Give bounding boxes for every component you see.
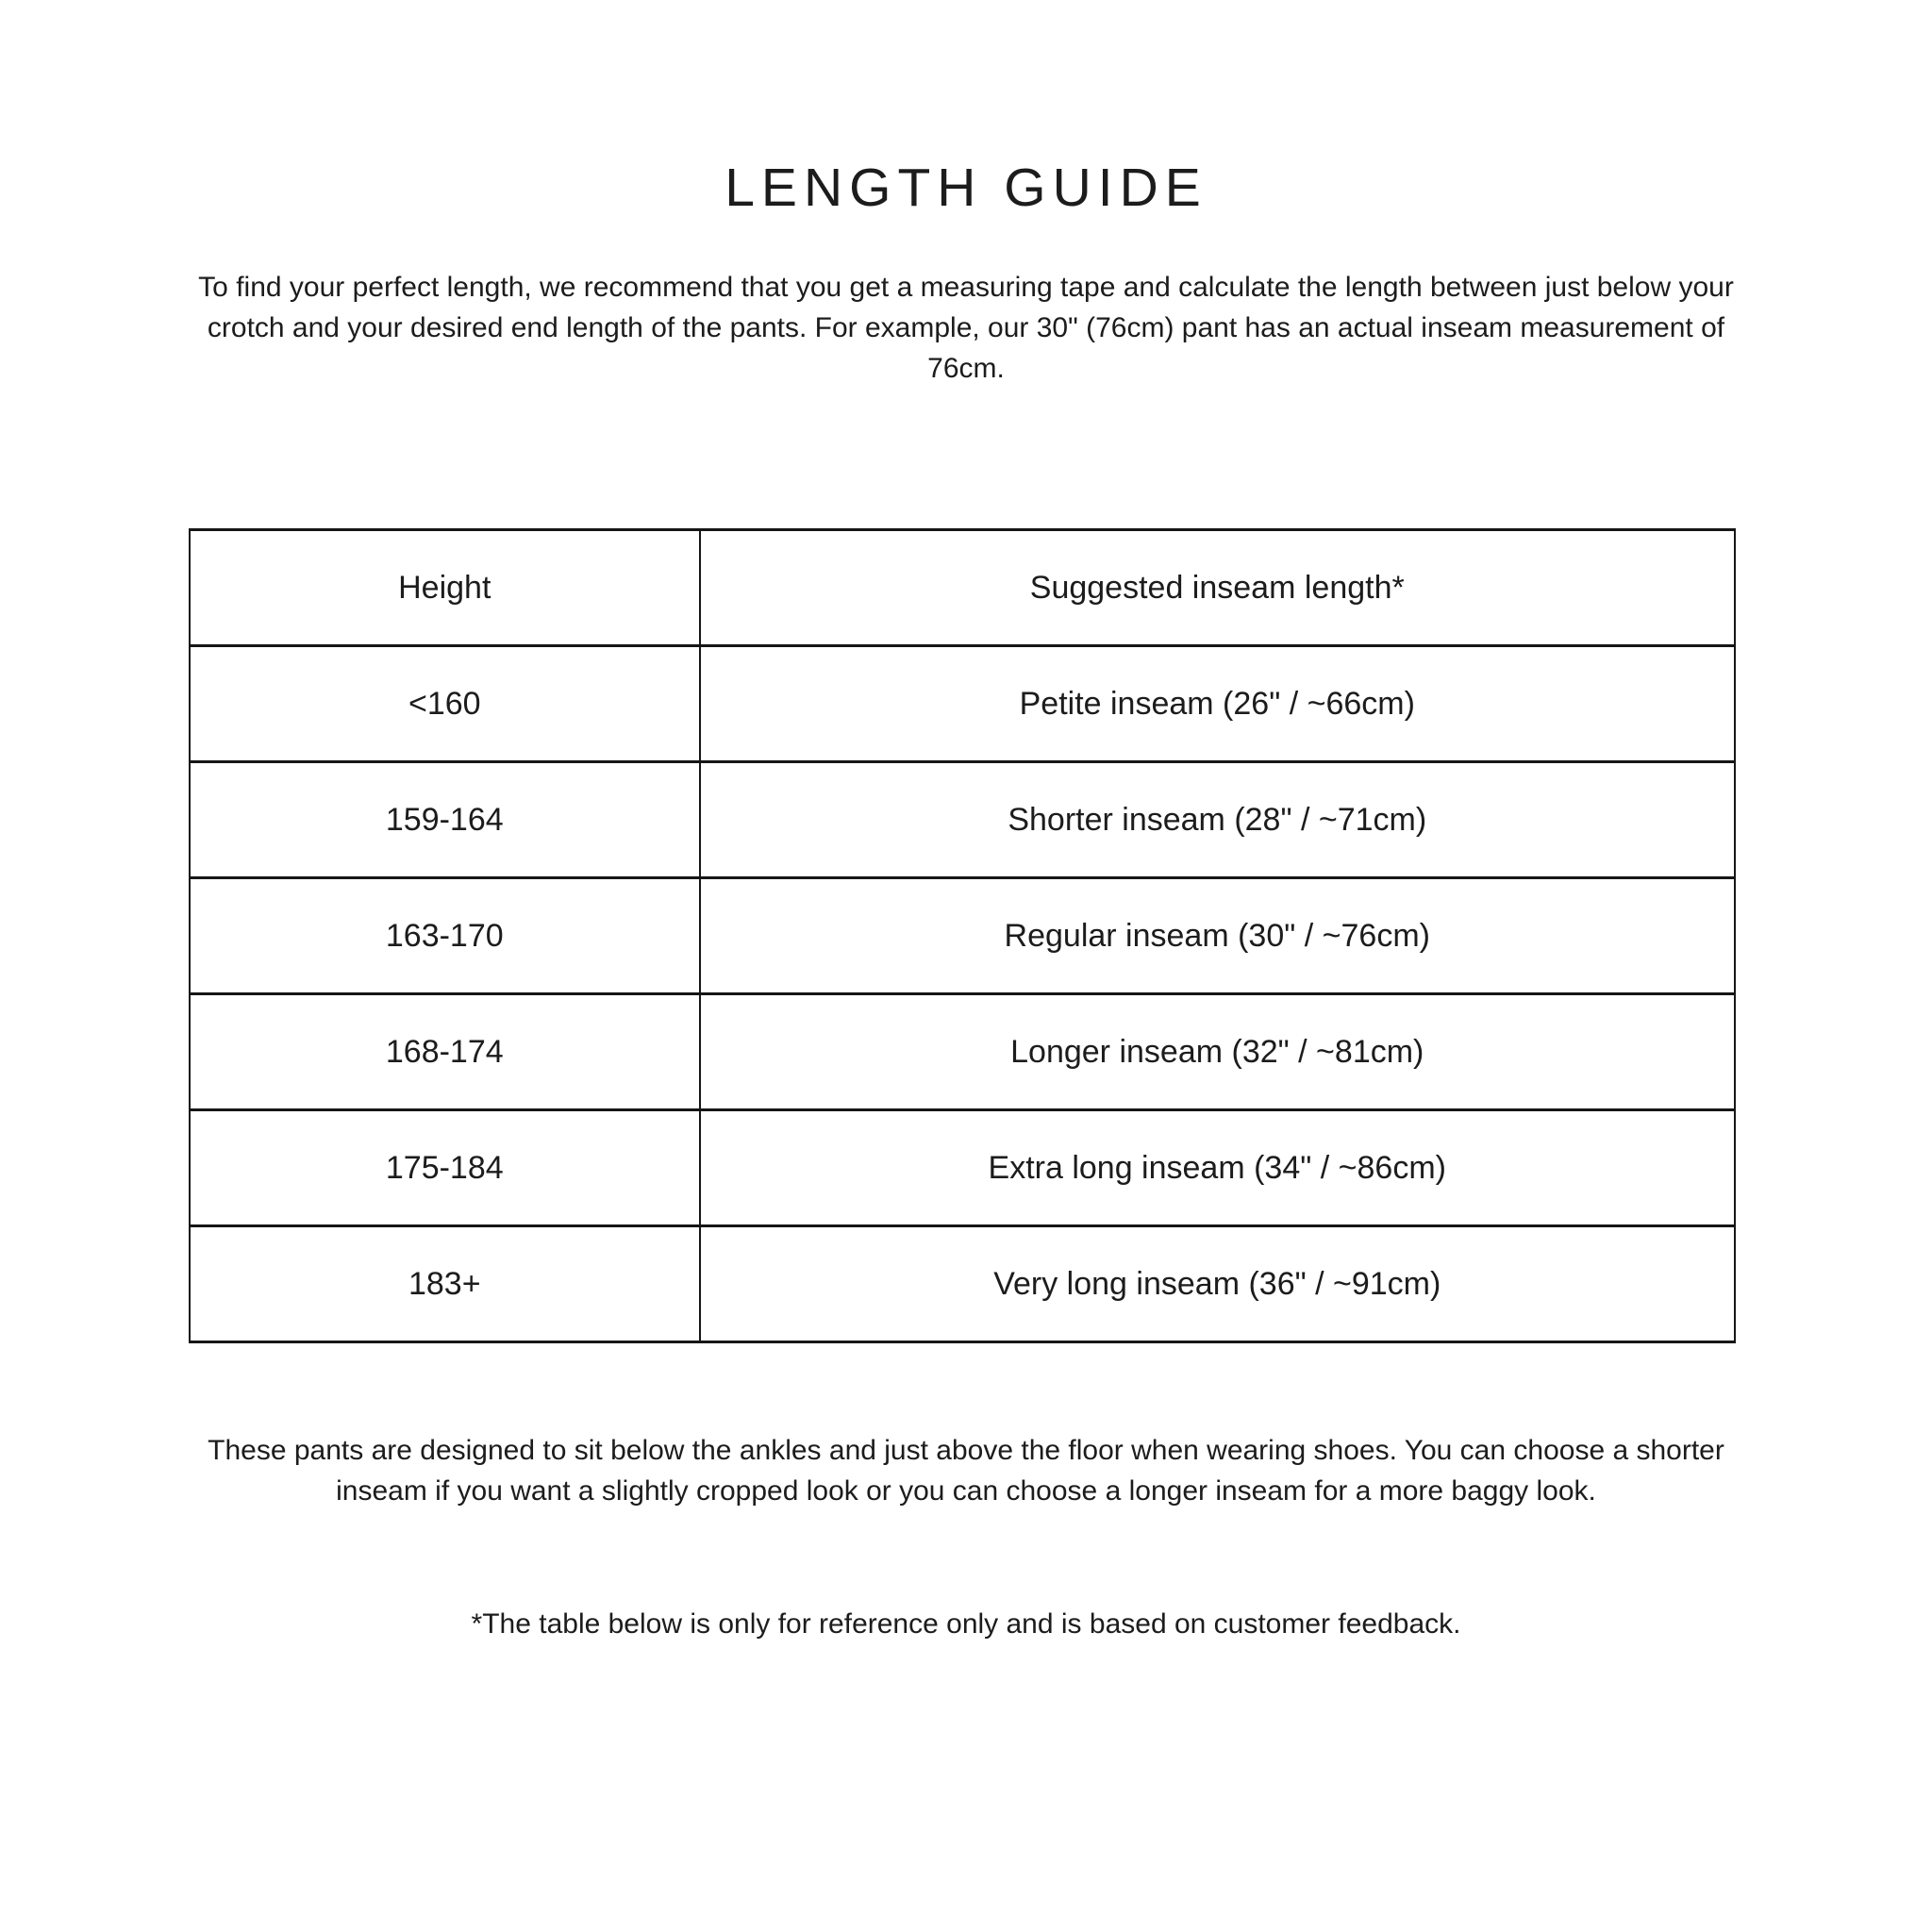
table-header-row <box>190 530 1735 646</box>
intro-paragraph: To find your perfect length, we recommend that you get a measuring tape and calculate the length between just below your crotch and your desired end length of the pants. For example, our 30" (76cm) pant has an actual inseam measurement of 76cm. <box>198 272 1734 385</box>
height-cell: 159-164 <box>190 762 700 878</box>
height-cell: <160 <box>190 646 700 762</box>
table-row <box>190 1226 1735 1342</box>
length-guide-table <box>189 528 1736 1343</box>
inseam-cell: Shorter inseam (28" / ~71cm) <box>700 762 1735 878</box>
height-cell: 183+ <box>190 1226 700 1342</box>
table-row <box>190 994 1735 1110</box>
inseam-cell: Longer inseam (32" / ~81cm) <box>700 994 1735 1110</box>
reference-note: *The table below is only for reference only and is based on customer feedback. <box>471 1608 1461 1641</box>
inseam-cell: Very long inseam (36" / ~91cm) <box>700 1226 1735 1342</box>
inseam-cell: Regular inseam (30" / ~76cm) <box>700 878 1735 994</box>
height-cell: 163-170 <box>190 878 700 994</box>
table-row <box>190 1110 1735 1226</box>
table-row <box>190 762 1735 878</box>
length-guide-page <box>189 0 1743 1644</box>
table-row <box>190 878 1735 994</box>
table-row <box>190 646 1735 762</box>
design-note: These pants are designed to sit below the ankles and just above the floor when wearing shoes. You can choose a shorter inseam if you want a slightly cropped look or you can choose a longer inseam for a more baggy look. <box>208 1435 1724 1507</box>
height-cell: 175-184 <box>190 1110 700 1226</box>
header-inseam-length: Suggested inseam length* <box>700 530 1735 646</box>
height-cell: 168-174 <box>190 994 700 1110</box>
header-height: Height <box>190 530 700 646</box>
page-title: LENGTH GUIDE <box>724 158 1208 218</box>
inseam-cell: Petite inseam (26" / ~66cm) <box>700 646 1735 762</box>
inseam-cell: Extra long inseam (34" / ~86cm) <box>700 1110 1735 1226</box>
